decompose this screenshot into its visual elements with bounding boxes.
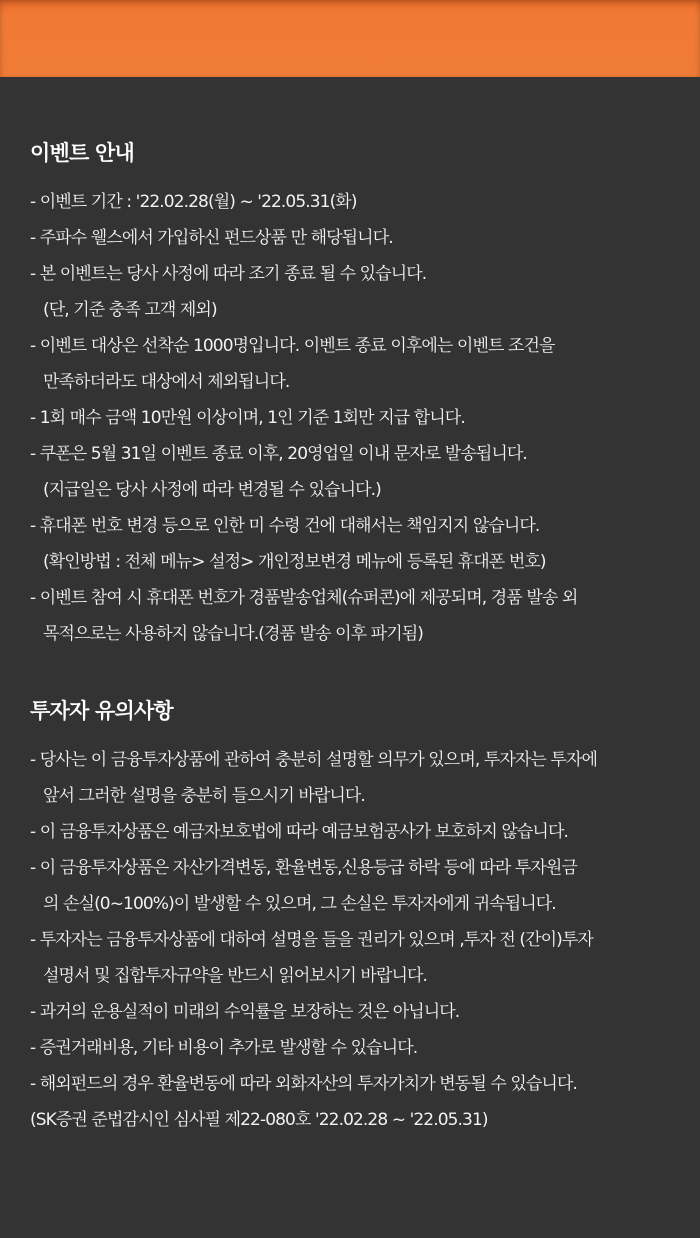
event-privacy-line-cont: 목적으로는 사용하지 않습니다.(경품 발송 이후 파기됨) (43, 624, 423, 644)
investor-rights-line: - 투자자는 금융투자상품에 대하여 설명을 들을 권리가 있으며 ,투자 전 (간이)투자 (30, 930, 593, 950)
event-target-line: - 이벤트 대상은 선착순 1000명입니다. 이벤트 종료 이후에는 이벤트 조건을 (30, 336, 555, 356)
event-period-line: - 이벤트 기간 : '22.02.28(월) ~ '22.05.31(화) (30, 192, 357, 212)
event-phone-line: - 휴대폰 번호 변경 등으로 인한 미 수령 건에 대해서는 책임지지 않습니다. (30, 516, 540, 536)
event-target-line-cont: 만족하더라도 대상에서 제외됩니다. (43, 372, 290, 392)
event-early-end-line: - 본 이벤트는 당사 사정에 따라 조기 종료 될 수 있습니다. (30, 264, 427, 284)
event-notice-section (30, 138, 670, 658)
investor-notice-section (30, 696, 670, 1146)
investor-past-performance-line: - 과거의 운용실적이 미래의 수익률을 보장하는 것은 아닙니다. (30, 1002, 460, 1022)
event-early-end-note: (단, 기준 충족 고객 제외) (43, 300, 217, 320)
investor-deposit-line: - 이 금융투자상품은 예금자보호법에 따라 예금보험공사가 보호하지 않습니다. (30, 822, 568, 842)
investor-notice-title: 투자자 유의사항 (30, 699, 173, 723)
event-product-line: - 주파수 웰스에서 가입하신 펀드상품 만 해당됩니다. (30, 228, 393, 248)
investor-loss-line-cont: 의 손실(0~100%)이 발생할 수 있으며, 그 손실은 투자자에게 귀속됩니다. (43, 894, 556, 914)
event-amount-line: - 1회 매수 금액 10만원 이상이며, 1인 기준 1회만 지급 합니다. (30, 408, 465, 428)
investor-cost-line: - 증권거래비용, 기타 비용이 추가로 발생할 수 있습니다. (30, 1038, 418, 1058)
top-banner (0, 0, 700, 77)
event-phone-note: (확인방법 : 전체 메뉴> 설정> 개인정보변경 메뉴에 등록된 휴대폰 번호) (43, 552, 546, 572)
event-privacy-line: - 이벤트 참여 시 휴대폰 번호가 경품발송업체(슈퍼콘)에 제공되며, 경품 발송 외 (30, 588, 578, 608)
investor-duty-line-cont: 앞서 그러한 설명을 충분히 들으시기 바랍니다. (43, 786, 365, 806)
event-coupon-note: (지급일은 당사 사정에 따라 변경될 수 있습니다.) (43, 480, 381, 500)
event-coupon-line: - 쿠폰은 5월 31일 이벤트 종료 이후, 20영업일 이내 문자로 발송됩니다. (30, 444, 527, 464)
compliance-review-line: (SK증권 준법감시인 심사필 제22-080호 '22.02.28 ~ '22.05.31) (30, 1110, 488, 1130)
event-notice-title: 이벤트 안내 (30, 141, 134, 165)
investor-rights-line-cont: 설명서 및 집합투자규약을 반드시 읽어보시기 바랍니다. (43, 966, 428, 986)
investor-duty-line: - 당사는 이 금융투자상품에 관하여 충분히 설명할 의무가 있으며, 투자자는 투자에 (30, 750, 598, 770)
investor-loss-line: - 이 금융투자상품은 자산가격변동, 환율변동,신용등급 하락 등에 따라 투자원금 (30, 858, 577, 878)
investor-fx-line: - 해외펀드의 경우 환율변동에 따라 외화자산의 투자가치가 변동될 수 있습니다. (30, 1074, 577, 1094)
